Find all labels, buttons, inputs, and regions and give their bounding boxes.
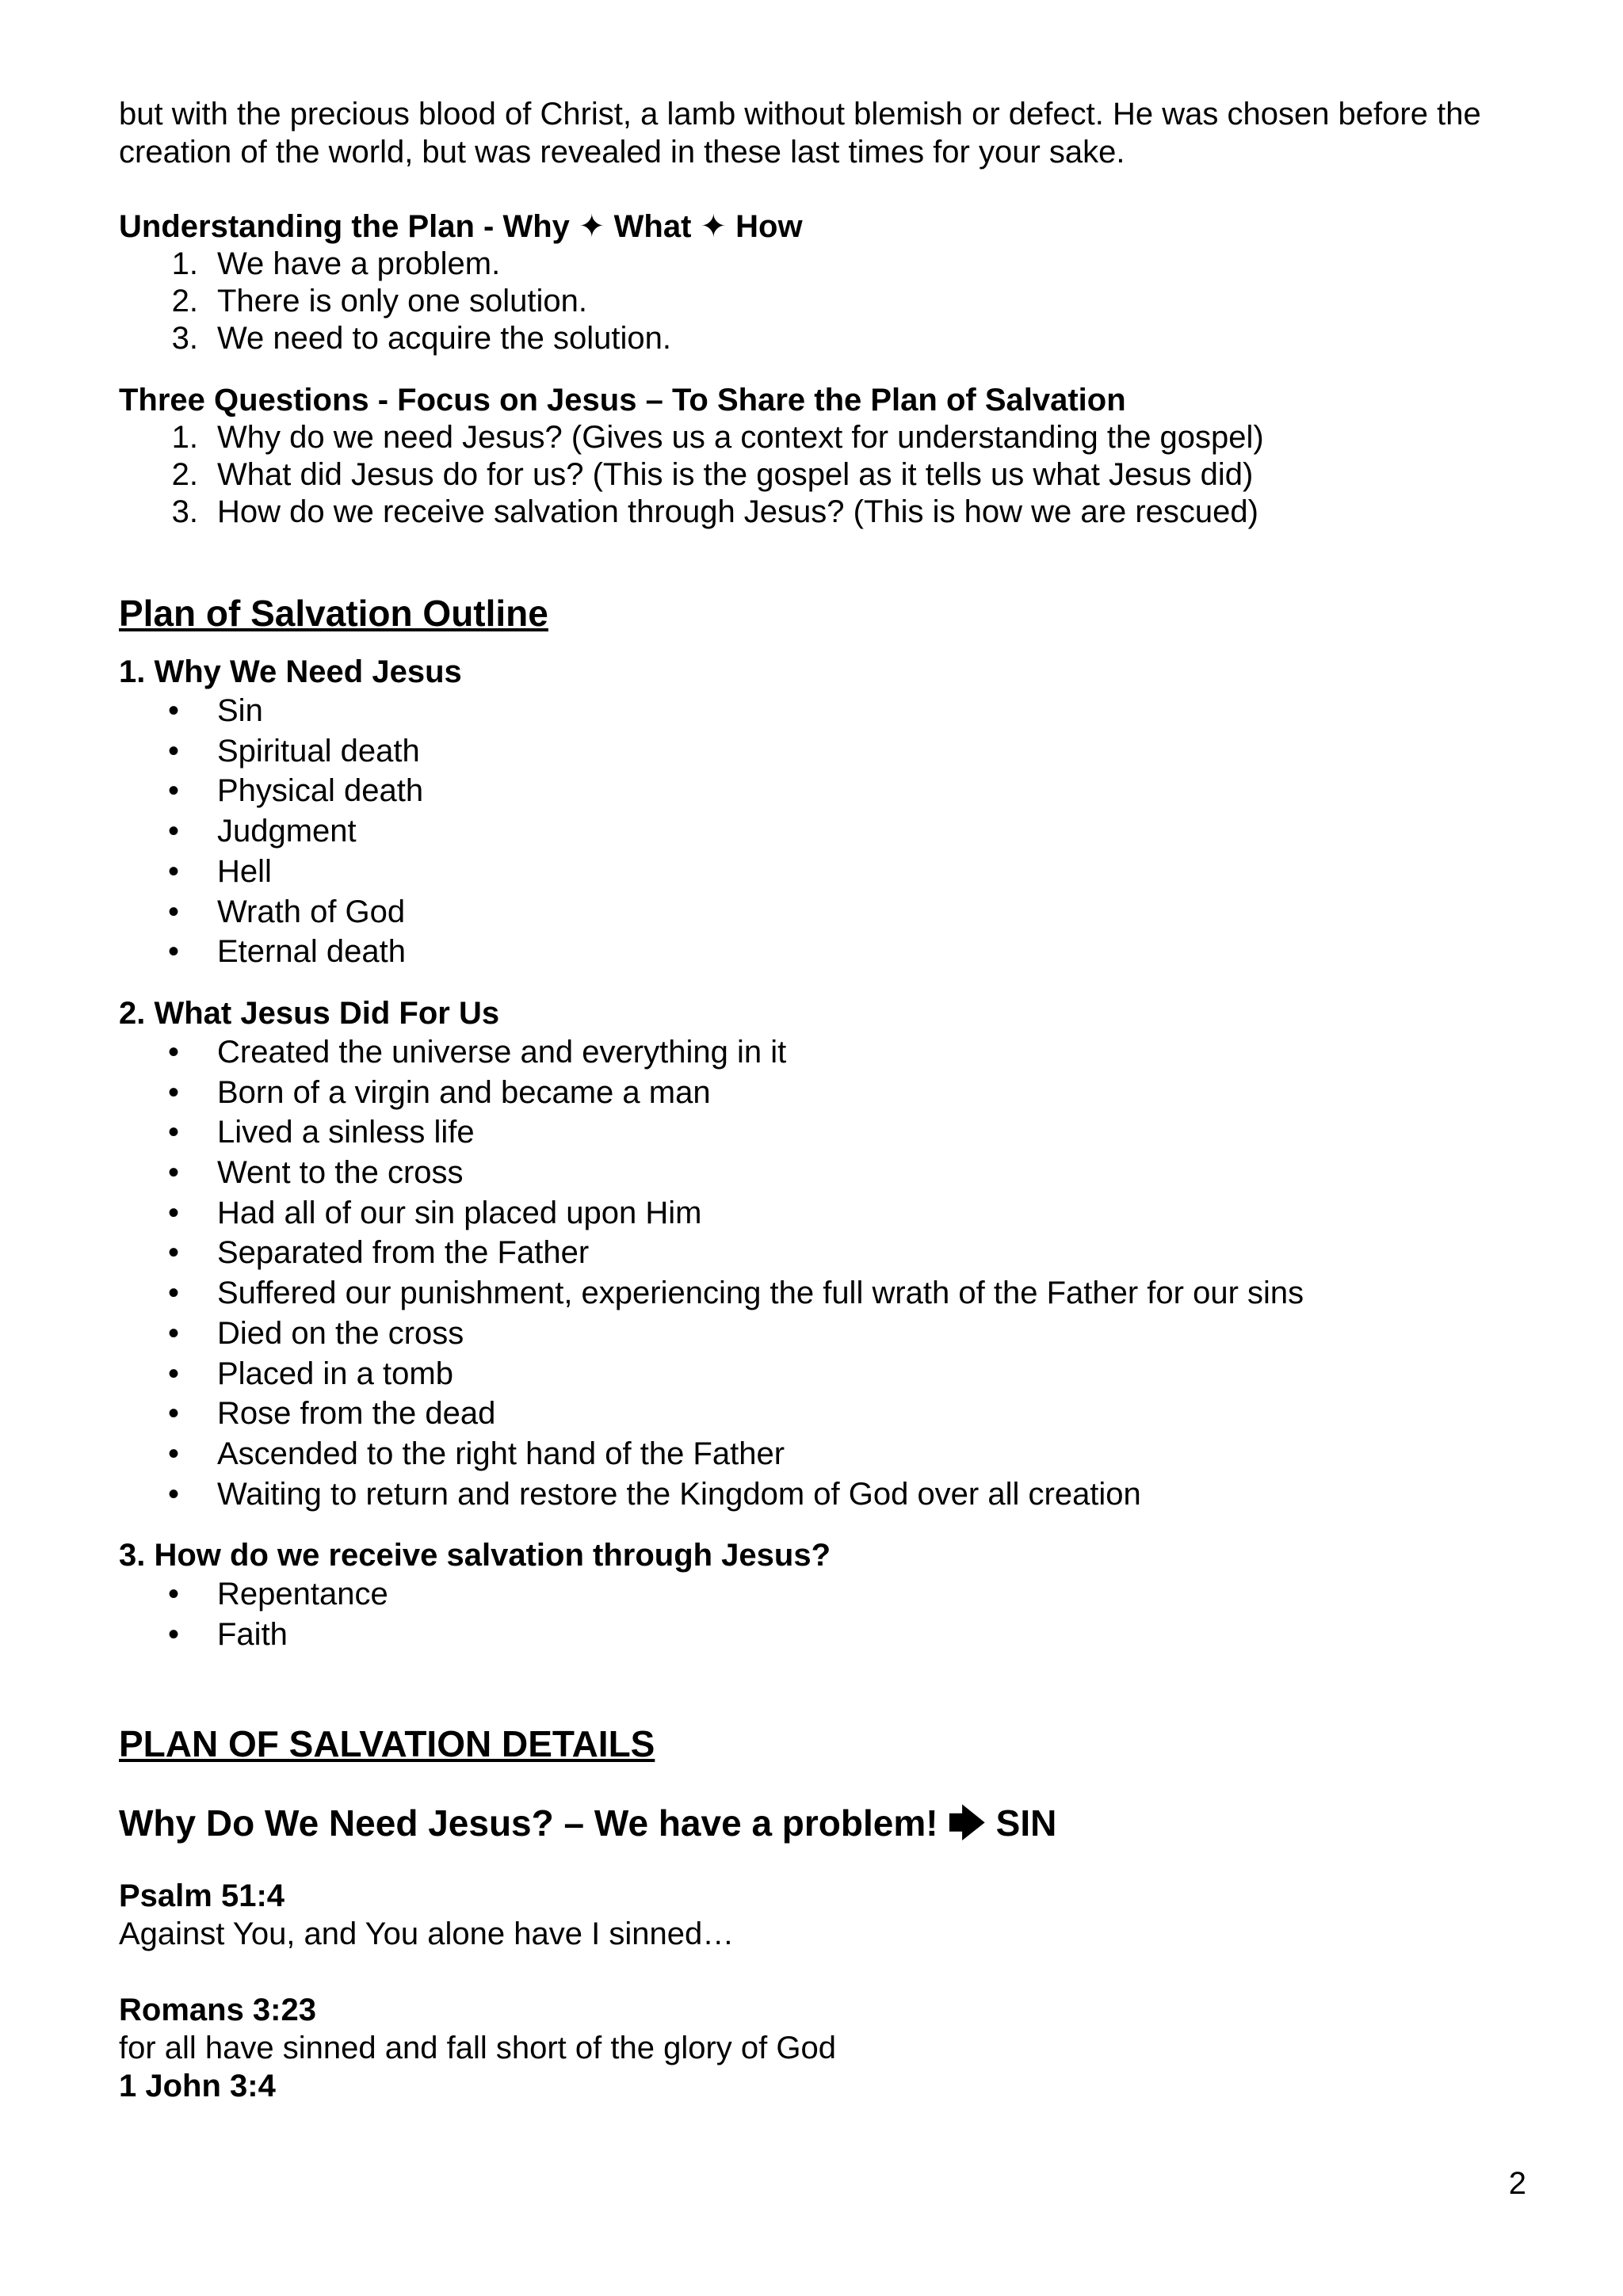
details-title: PLAN OF SALVATION DETAILS: [119, 1722, 655, 1764]
bullet-icon: •: [168, 894, 180, 929]
intro-line-2: creation of the world, but was revealed in these last times for your sake.: [119, 135, 1125, 170]
bullet-icon: •: [168, 733, 180, 769]
bullet-icon: •: [168, 1476, 180, 1512]
what-jesus-did-list: [119, 1032, 1545, 1514]
list-item: • Judgment: [119, 811, 1545, 852]
list-item: • Placed in a tomb: [119, 1354, 1545, 1394]
verse-reference: Romans 3:23: [119, 1992, 316, 2027]
bullet-icon: •: [168, 1155, 180, 1191]
bullet-icon: •: [168, 934, 180, 970]
list-item: • Physical death: [119, 771, 1545, 811]
list-item: • Born of a virgin and became a man: [119, 1073, 1545, 1113]
bullet-icon: •: [168, 1276, 180, 1311]
bullet-icon: •: [168, 1617, 180, 1653]
list-item: • Repentance: [119, 1574, 1545, 1615]
details-heading: Why Do We Need Jesus? – We have a problem! 🡆 SIN: [119, 1802, 1057, 1844]
bullet-icon: •: [168, 1235, 180, 1271]
verse-reference: Psalm 51:4: [119, 1878, 285, 1913]
bullet-icon: •: [168, 1034, 180, 1070]
bullet-icon: •: [168, 853, 180, 889]
outline-section-heading: 1. Why We Need Jesus: [119, 654, 462, 689]
outline-title: Plan of Salvation Outline: [119, 593, 548, 634]
list-item: 3. How do we receive salvation through Jesus? (This is how we are rescued): [171, 494, 1258, 529]
bullet-icon: •: [168, 1074, 180, 1110]
bullet-icon: •: [168, 1577, 180, 1612]
list-item: 1. We have a problem.: [171, 246, 501, 281]
understanding-heading: Understanding the Plan - Why ✦ What ✦ How: [119, 209, 803, 244]
list-item: • Ascended to the right hand of the Father: [119, 1434, 1545, 1474]
outline-section-heading: 3. How do we receive salvation through Jesus?: [119, 1538, 831, 1573]
page-number: 2: [1508, 2166, 1526, 2201]
arrow-right-icon: 🡆: [948, 1802, 986, 1844]
list-item: • Waiting to return and restore the Kingdom of God over all creation: [119, 1474, 1545, 1515]
list-item: • Spiritual death: [119, 731, 1545, 772]
list-item: • Died on the cross: [119, 1314, 1545, 1354]
three-questions-list: [119, 419, 1545, 531]
list-item: 3. We need to acquire the solution.: [171, 321, 671, 356]
bullet-icon: •: [168, 1195, 180, 1230]
why-we-need-jesus-list: [119, 691, 1545, 972]
list-item: • Had all of our sin placed upon Him: [119, 1193, 1545, 1234]
list-item: 2. There is only one solution.: [171, 284, 587, 318]
outline-section-heading: 2. What Jesus Did For Us: [119, 995, 500, 1031]
bullet-icon: •: [168, 814, 180, 849]
bullet-icon: •: [168, 1315, 180, 1351]
list-item: • Hell: [119, 852, 1545, 892]
bullet-icon: •: [168, 773, 180, 809]
list-item: • Went to the cross: [119, 1153, 1545, 1193]
list-item: • Sin: [119, 691, 1545, 731]
list-item: • Wrath of God: [119, 892, 1545, 933]
bullet-icon: •: [168, 1396, 180, 1432]
list-item: • Rose from the dead: [119, 1394, 1545, 1434]
list-item: • Created the universe and everything in it: [119, 1032, 1545, 1073]
list-item: • Eternal death: [119, 932, 1545, 972]
list-item: • Suffered our punishment, experiencing the full wrath of the Father for our sins: [119, 1273, 1545, 1314]
list-item: • Lived a sinless life: [119, 1112, 1545, 1153]
list-item: 2. What did Jesus do for us? (This is the gospel as it tells us what Jesus did): [171, 457, 1254, 492]
verse-text: Against You, and You alone have I sinned…: [119, 1916, 735, 1951]
list-item: • Separated from the Father: [119, 1233, 1545, 1273]
list-item: • Faith: [119, 1615, 1545, 1655]
bullet-icon: •: [168, 1115, 180, 1150]
bullet-icon: •: [168, 693, 180, 728]
verse-reference: 1 John 3:4: [119, 2068, 276, 2103]
list-item: 1. Why do we need Jesus? (Gives us a context for understanding the gospel): [171, 420, 1264, 455]
how-receive-salvation-list: [119, 1574, 1545, 1654]
three-questions-heading: Three Questions - Focus on Jesus – To Share the Plan of Salvation: [119, 383, 1126, 418]
bullet-icon: •: [168, 1436, 180, 1471]
verse-text: for all have sinned and fall short of the glory of God: [119, 2030, 836, 2065]
understanding-list: [119, 246, 1545, 357]
bullet-icon: •: [168, 1356, 180, 1391]
intro-line-1: but with the precious blood of Christ, a lamb without blemish or defect. He was chosen before the: [119, 97, 1481, 132]
document-page: [119, 95, 1545, 2105]
